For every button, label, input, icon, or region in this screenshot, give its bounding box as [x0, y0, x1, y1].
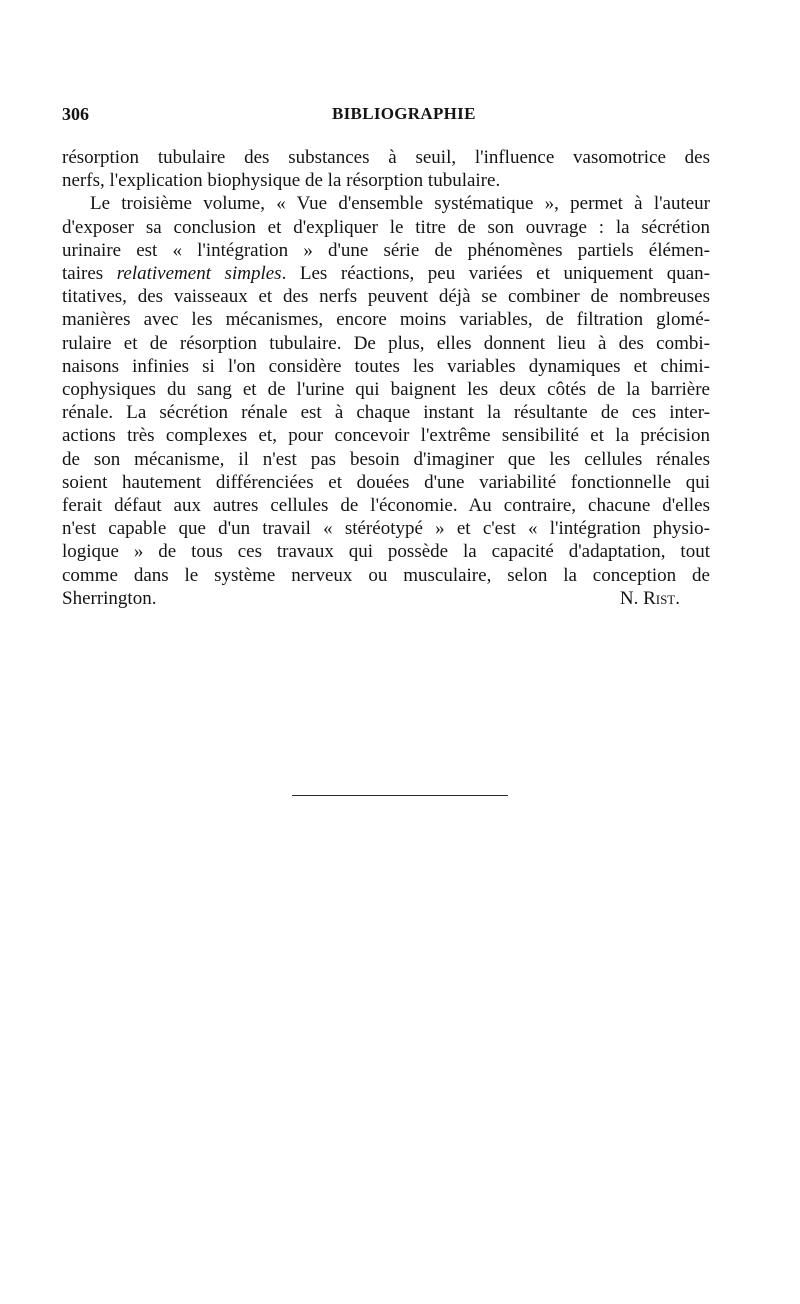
text-line: manières avec les mécanismes, encore moins variables, de filtration glomé-	[62, 309, 710, 331]
text-line: naisons infinies si l'on considère toutes les variables dynamiques et chimi-	[62, 355, 710, 377]
page-header	[62, 104, 710, 128]
final-line	[62, 587, 710, 610]
text-line: ferait défaut aux autres cellules de l'économie. Au contraire, chacune d'elles	[62, 495, 710, 517]
text-line: nerfs, l'explication biophysique de la résorption tubulaire.	[62, 170, 501, 192]
body-text	[62, 146, 710, 610]
final-line-text: Sherrington.	[62, 587, 157, 609]
page-number: 306	[62, 104, 89, 124]
text-line: de son mécanisme, il n'est pas besoin d'imaginer que les cellules rénales	[62, 448, 710, 470]
text-line: logique » de tous ces travaux qui possède la capacité d'adaptation, tout	[62, 541, 710, 563]
text-line: cophysiques du sang et de l'urine qui baignent les deux côtés de la barrière	[62, 379, 710, 401]
text-line: n'est capable que d'un travail « stéréotypé » et c'est « l'intégration physio-	[62, 518, 710, 540]
text-line: urinaire est « l'intégration » d'une série de phénomènes partiels élémen-	[62, 239, 710, 261]
text-line: titatives, des vaisseaux et des nerfs peuvent déjà se combiner de nombreuses	[62, 286, 710, 308]
text-line: actions très complexes et, pour concevoir l'extrême sensibilité et la précision	[62, 425, 710, 447]
text-line: taires relativement simples. Les réactions, peu variées et uniquement quan-	[62, 263, 710, 285]
paragraph-start-line: Le troisième volume, « Vue d'ensemble systématique », permet à l'auteur	[90, 193, 710, 215]
text-line: résorption tubulaire des substances à seuil, l'influence vasomotrice des	[62, 147, 710, 168]
running-head: BIBLIOGRAPHIE	[332, 104, 476, 123]
text-line: d'exposer sa conclusion et d'expliquer le titre de son ouvrage : la sécrétion	[62, 216, 710, 238]
italic-phrase: relativement simples	[116, 263, 282, 285]
text-line: soient hautement différenciées et douées d'une variabilité fonctionnelle qui	[62, 471, 710, 493]
end-divider-rule	[292, 795, 508, 796]
text-line: rulaire et de résorption tubulaire. De plus, elles donnent lieu à des combi-	[62, 332, 710, 354]
text-line: rénale. La sécrétion rénale est à chaque instant la résultante de ces inter-	[62, 402, 710, 424]
author-signature: N. Rist.	[619, 587, 680, 609]
text-line: comme dans le système nerveux ou musculaire, selon la conception de	[62, 564, 710, 586]
